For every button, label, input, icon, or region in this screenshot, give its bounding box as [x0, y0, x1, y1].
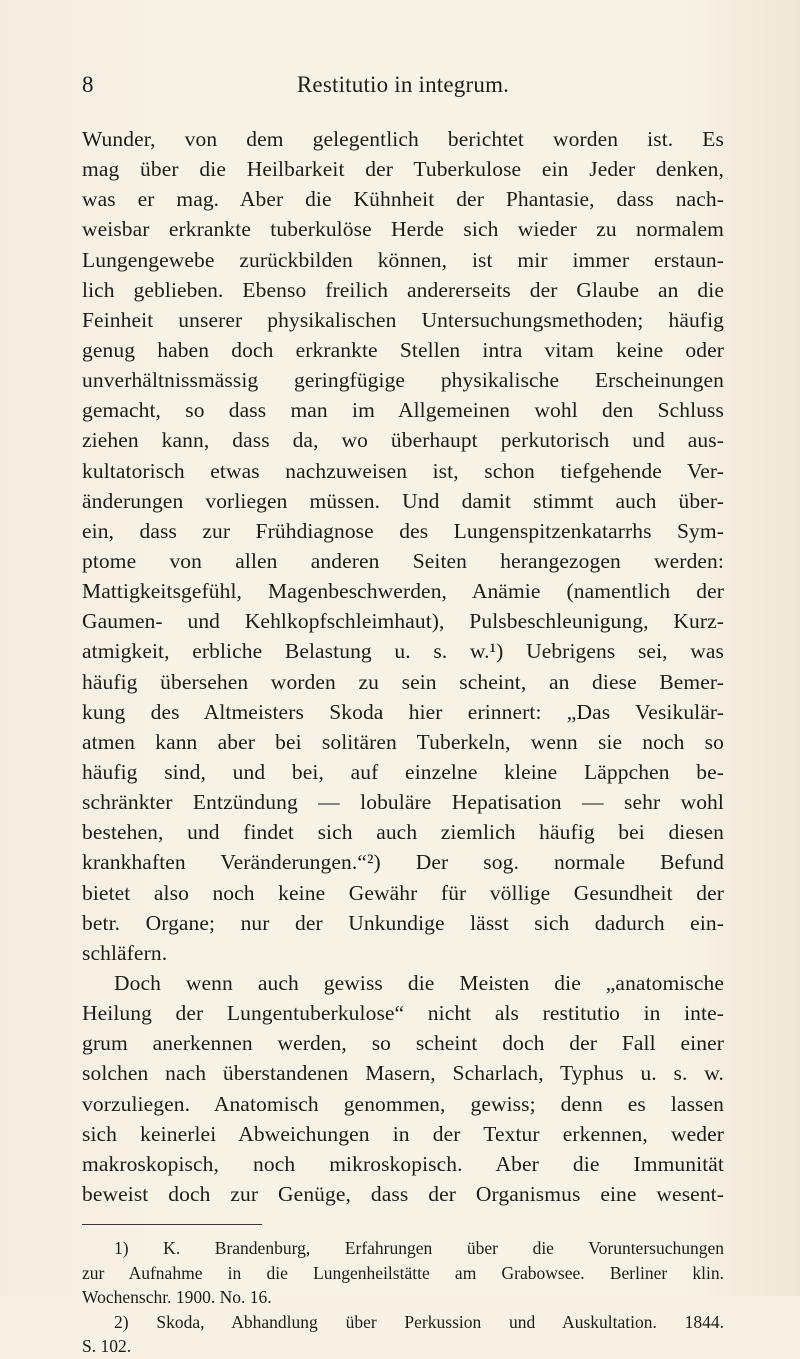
text-line: Doch wenn auch gewiss die Meisten die „anatomische [114, 970, 724, 995]
text-line: was er mag. Aber die Kühnheit der Phantasie, dass nach- [82, 187, 724, 212]
text-line: vorzuliegen. Anatomisch genommen, gewiss; denn es lassen [82, 1091, 724, 1116]
text-line: sich keinerlei Abweichungen in der Textur erkennen, weder [82, 1121, 724, 1146]
footnote-line: 1) K. Brandenburg, Erfahrungen über die Voruntersuchungen [114, 1238, 724, 1258]
text-line: kung des Altmeisters Skoda hier erinnert: „Das Vesikulär- [82, 699, 724, 724]
text-line: genug haben doch erkrankte Stellen intra vitam keine oder [82, 337, 724, 362]
text-line: häufig übersehen worden zu sein scheint, an diese Bemer- [82, 669, 724, 694]
text-line: beweist doch zur Genüge, dass der Organismus eine wesent- [82, 1181, 724, 1206]
main-text [82, 124, 724, 1209]
text-line: Gaumen- und Kehlkopfschleimhaut), Pulsbeschleunigung, Kurz- [82, 609, 724, 634]
text-line: schläfern. [82, 940, 168, 965]
text-line: weisbar erkrankte tuberkulöse Herde sich wieder zu normalem [82, 217, 724, 242]
text-line: bestehen, und findet sich auch ziemlich häufig bei diesen [82, 820, 724, 845]
footnote-line: Wochenschr. 1900. No. 16. [82, 1287, 272, 1307]
text-line: ein, dass zur Frühdiagnose des Lungenspitzenkatarrhs Sym- [82, 518, 724, 543]
text-line: ptome von allen anderen Seiten herangezogen werden: [82, 548, 724, 573]
text-line: Feinheit unserer physikalischen Untersuchungsmethoden; häufig [82, 307, 724, 332]
text-line: gemacht, so dass man im Allgemeinen wohl den Schluss [82, 398, 724, 423]
text-line: unverhältnissmässig geringfügige physikalische Erscheinungen [82, 368, 724, 393]
footnotes [82, 1236, 724, 1359]
page-header [82, 72, 724, 102]
page-number: 8 [82, 72, 94, 97]
text-line: ziehen kann, dass da, wo überhaupt perkutorisch und aus- [82, 428, 724, 453]
footnote-line: 2) Skoda, Abhandlung über Perkussion und Auskultation. 1844. [114, 1311, 724, 1332]
text-line: Wunder, von dem gelegentlich berichtet worden ist. Es [82, 127, 724, 151]
text-line: betr. Organe; nur der Unkundige lässt sich dadurch ein- [82, 910, 724, 935]
text-line: mag über die Heilbarkeit der Tuberkulose ein Jeder denken, [82, 157, 724, 182]
text-line: kultatorisch etwas nachzuweisen ist, schon tiefgehende Ver- [82, 458, 724, 483]
text-line: bietet also noch keine Gewähr für völlige Gesundheit der [82, 880, 724, 905]
text-line: Mattigkeitsgefühl, Magenbeschwerden, Anämie (namentlich der [82, 579, 724, 604]
footnote-line: S. 102. [82, 1336, 132, 1356]
text-line: grum anerkennen werden, so scheint doch der Fall einer [82, 1031, 724, 1056]
text-line: atmen kann aber bei solitären Tuberkeln, wenn sie noch so [82, 729, 724, 754]
text-line: makroskopisch, noch mikroskopisch. Aber die Immunität [82, 1151, 724, 1176]
text-line: solchen nach überstandenen Masern, Scharlach, Typhus u. s. w. [82, 1061, 724, 1086]
text-line: häufig sind, und bei, auf einzelne kleine Läppchen be- [82, 759, 724, 784]
footnote-divider [82, 1224, 262, 1225]
text-line: atmigkeit, erbliche Belastung u. s. w.¹) Uebrigens sei, was [82, 639, 724, 664]
text-line: krankhaften Veränderungen.“²) Der sog. normale Befund [82, 850, 724, 875]
running-title: Restitutio in integrum. [296, 72, 510, 97]
text-line: Heilung der Lungentuberkulose“ nicht als restitutio in inte- [82, 1001, 724, 1026]
text-line: lich geblieben. Ebenso freilich andererseits der Glaube an die [82, 277, 724, 302]
footnote-line: zur Aufnahme in die Lungenheilstätte am Grabowsee. Berliner klin. [82, 1262, 724, 1283]
text-line: änderungen vorliegen müssen. Und damit stimmt auch über- [82, 488, 724, 513]
text-line: Lungengewebe zurückbilden können, ist mir immer erstaun- [82, 247, 724, 272]
text-line: schränkter Entzündung — lobuläre Hepatisation — sehr wohl [82, 790, 724, 815]
